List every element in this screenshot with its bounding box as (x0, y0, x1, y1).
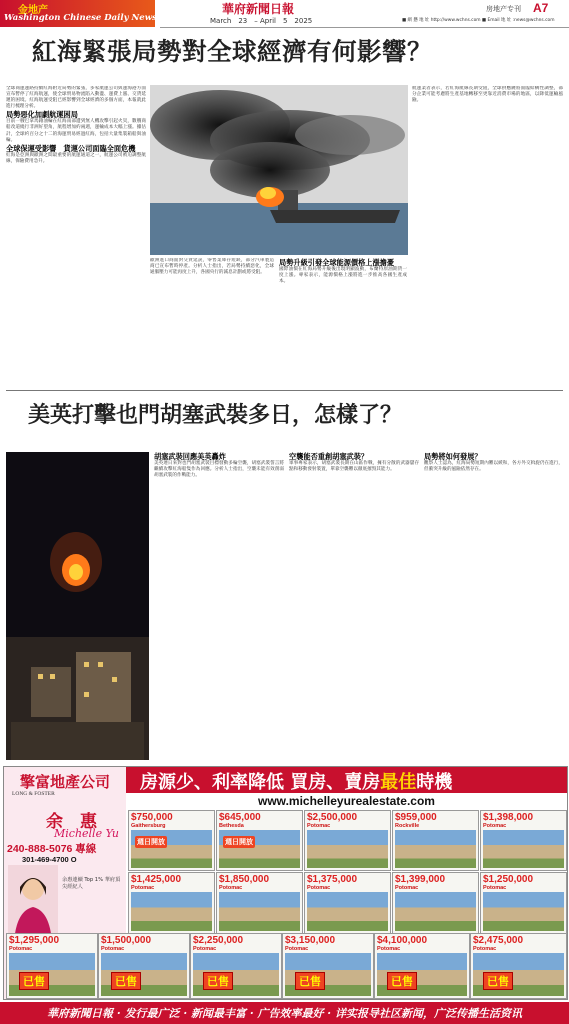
site-info: ■ 網 懸 地 址 http://www.wchns.com ■ Email 地 址 :news@wchns.com (402, 18, 555, 23)
listing-city: Bethesda (219, 823, 244, 829)
listing-card[interactable] (392, 810, 479, 871)
listing-photo (395, 892, 476, 931)
listing-card[interactable] (128, 810, 215, 871)
slogan-part-2: 利率降低 (212, 772, 284, 793)
listing-city: Potomac (473, 946, 497, 952)
listing-price: $1,250,000 (483, 874, 534, 885)
yemen-night-photo (6, 452, 149, 760)
open-house-badge: 週日開放 (137, 838, 165, 846)
page-number: A7 (533, 1, 549, 15)
listing-price: $1,399,000 (395, 874, 446, 885)
slogan-part-3: 買房、賣房 (290, 772, 381, 793)
listing-photo (395, 830, 476, 868)
article1-column-3 (279, 258, 407, 386)
listing-price: $1,850,000 (219, 874, 270, 885)
article2-col1-text: 美英連日來對也門胡塞武裝目標發動多輪空襲，胡塞武裝誓言將繼續攻擊紅海船隻作為回應。分析人士指出，空襲未能有效削弱胡塞武裝的作戰能力。 (154, 461, 284, 479)
listing-price: $4,100,000 (377, 935, 428, 946)
slogan-part-1: 房源少、 (140, 772, 212, 793)
listing-photo (219, 892, 300, 931)
listing-card[interactable] (216, 872, 303, 934)
sold-badge: 已售 (19, 972, 49, 990)
listing-city: Potomac (9, 946, 33, 952)
listing-price: $750,000 (131, 812, 173, 823)
listing-card[interactable] (374, 933, 470, 999)
listing-city: Potomac (193, 946, 217, 952)
listing-card[interactable] (190, 933, 282, 999)
agent-photo (8, 865, 58, 943)
listing-city: Potomac (483, 885, 507, 891)
listing-card[interactable] (282, 933, 374, 999)
article2-subhead-2: 空襲能否重創胡塞武裝？ (289, 452, 369, 461)
agent-phone[interactable]: 240-888-5076 專線 (7, 843, 97, 855)
sold-badge: 已售 (111, 972, 141, 990)
listing-price: $1,295,000 (9, 935, 60, 946)
article1-column-4 (412, 86, 563, 388)
listing-photo (483, 892, 564, 931)
listing-city: Potomac (307, 885, 331, 891)
slogan-part-5: 時機 (416, 772, 453, 793)
slogan-bar (126, 767, 567, 793)
sold-badge: 已售 (387, 972, 417, 990)
masthead (0, 0, 569, 27)
listing-card[interactable] (480, 810, 567, 871)
listing-card[interactable] (304, 872, 391, 934)
article2-subhead-3: 局勢將如何發展？ (424, 452, 482, 461)
article1-headline: 紅海緊張局勢對全球經濟有何影響？ (32, 37, 432, 66)
listing-city: Potomac (307, 823, 331, 829)
listing-photo (131, 892, 212, 931)
listing-city: Gaithersburg (131, 823, 166, 829)
article2-subhead-1: 胡塞武裝回應美英轟炸 (154, 452, 226, 461)
article1-col2-text: 歐洲進口商面對交貨延誤，零售業庫存短缺，部分汽車製造商已宣布暫時停產。分析人士指出，若局勢持續惡化，全球通脹壓力可能再度上升，各國央行的減息計劃或將受阻。 (150, 258, 274, 276)
listing-city: Potomac (395, 885, 419, 891)
listing-city: Potomac (285, 946, 309, 952)
listing-price: $645,000 (219, 812, 261, 823)
slogan-part-4: 最佳 (380, 772, 417, 793)
listing-price: $3,150,000 (285, 935, 336, 946)
paper-name: 華府新聞日報 (222, 2, 295, 16)
footer-text: 華府新聞日報 · 发行最广泛 · 新闻最丰富 · 广告效率最好 · 详实报导社区新闻，广泛传播生活资讯 (47, 1007, 522, 1020)
masthead-rule (160, 27, 569, 28)
listing-price: $1,500,000 (101, 935, 152, 946)
article1-subhead-3: 局勢升級引發全球能源價格上漲擔憂 (279, 258, 395, 267)
listing-price: $2,475,000 (473, 935, 524, 946)
article1-column-1 (6, 86, 146, 388)
article1-col3-text: 國際油價在紅海局勢升級後出現明顯波動，布蘭特原油期貨一度上漲。專家表示，能源價格上漲將進一步推高各國生產成本。 (279, 267, 407, 285)
section-label: 房地产专刊 (486, 5, 521, 13)
listing-card[interactable] (392, 872, 479, 934)
open-house-badge: 週日開放 (225, 838, 253, 846)
sold-badge: 已售 (203, 972, 233, 990)
listing-card[interactable] (6, 933, 98, 999)
sold-badge: 已售 (483, 972, 513, 990)
office-phone[interactable]: 301-469-4700 O (22, 855, 77, 864)
listing-city: Potomac (101, 946, 125, 952)
article2-col2-text: 軍事專家表示，胡塞武裝長期在山區作戰，擁有分散的武器儲存點和移動發射裝置，單靠空襲難以徹底摧毀其能力。 (289, 461, 419, 473)
listing-card[interactable] (128, 872, 215, 934)
listing-price: $1,398,000 (483, 812, 534, 823)
listing-price: $2,250,000 (193, 935, 244, 946)
listing-card[interactable] (216, 810, 303, 871)
section-divider (6, 390, 563, 391)
listing-photo (307, 892, 388, 931)
agent-name-cn: 余 惠 (46, 812, 97, 832)
listing-city: Potomac (377, 946, 401, 952)
listing-city: Rockville (395, 823, 420, 829)
article1-subhead-2: 全球保運受影響 貨運公司面臨全面危機 (6, 143, 136, 153)
article1-subhead-1: 局勢惡化加劇航運困局 (6, 110, 78, 120)
ad-website[interactable]: www.michelleyurealestate.com (258, 794, 435, 808)
slogan-text (140, 768, 452, 794)
listing-card[interactable] (470, 933, 567, 999)
footer-bar (0, 1002, 569, 1024)
article2-column-2 (289, 452, 419, 760)
listing-price: $1,375,000 (307, 874, 358, 885)
date-range: March 23 – April 5 2025 (210, 17, 313, 25)
article2-col3-text: 觀察人士認為，紅海局勢短期內難以緩和，各方外交斡旋仍在進行，但衝突升級的風險依然存在。 (424, 461, 563, 473)
agent-name-en: Michelle Yu (54, 827, 119, 840)
sold-badge: 已售 (295, 972, 325, 990)
article1-text-2: 紅海是亞洲與歐洲之間最重要的航運通道之一，航運公司被迫調整航線，保險費用急升。 (6, 152, 146, 164)
listing-photo (483, 830, 564, 868)
listing-price: $1,425,000 (131, 874, 182, 885)
listing-city: Potomac (219, 885, 243, 891)
listing-card[interactable] (304, 810, 391, 871)
listing-photo (307, 830, 388, 868)
agent-badge: 余惠連續 Top 1% 華府頂尖經紀人 (62, 877, 121, 890)
listing-card[interactable] (98, 933, 190, 999)
article2-column-3 (424, 452, 563, 760)
listing-price: $2,500,000 (307, 812, 358, 823)
article2-headline: 美英打擊也門胡塞武裝多日，怎樣了？ (28, 402, 403, 428)
english-name: Washington Chinese Daily News (4, 13, 157, 23)
article1-intro: 全球商運運路持續紅海附近局勢的緊張，多家航運公司與運海港方面宣布暫停了紅海航運，使全球貿易物流陷入動盪、運費上漲、交貨延遲的困境。紅海航運受阻已經影響到全球經濟的多個方面，本報就此進行梳理分析。 (6, 86, 146, 110)
article2-column-1 (154, 452, 284, 760)
listing-city: Potomac (131, 885, 155, 891)
real-estate-ad (3, 766, 568, 1000)
masthead-logo (0, 0, 155, 27)
listing-card[interactable] (480, 872, 567, 934)
tanker-fire-photo (150, 85, 408, 255)
partner-logo: LONG & FOSTER (12, 791, 55, 797)
company-name: 擎富地產公司 (19, 773, 110, 791)
article1-column-2 (150, 258, 274, 386)
logo-text: 金地产 (18, 5, 48, 16)
listing-price: $959,000 (395, 812, 437, 823)
listing-city: Potomac (483, 823, 507, 829)
article1-col4-text: 航運業者表示，若紅海航線長期受阻，全球供應鏈將面臨結構性調整，部分企業可能考慮將生產基地轉移至更靠近消費市場的地區，以降低運輸風險。 (412, 86, 563, 104)
article1-text-1: 目前一艘巴拿馬籍油輪在紅海南部遭到無人機攻擊引起火災，數艘商船改道繞行非洲好望角，航程增加約兩週，運輸成本大幅上漲。據估計，全球約百分之十二的海運貿易經過紅海，包括大量集裝箱船與油輪。 (6, 119, 146, 143)
